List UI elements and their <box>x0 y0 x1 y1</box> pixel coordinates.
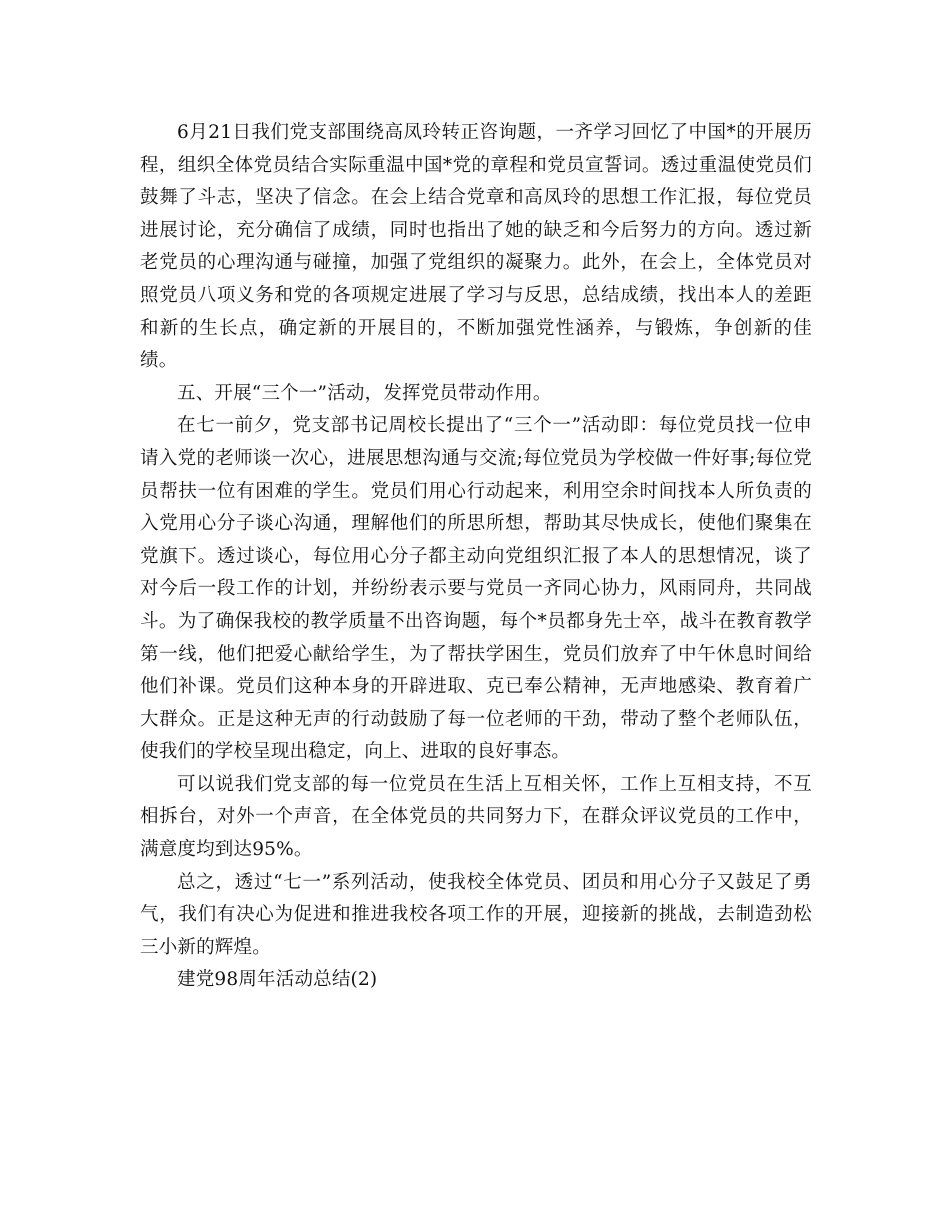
paragraph-meeting-review: 6月21日我们党支部围绕高凤玲转正咨询题，一齐学习回忆了中国*的开展历程，组织全体党员结合实际重温中国*党的章程和党员宣誓词。透过重温使党员们鼓舞了斗志，坚决了信念。在会上结合党章和高凤玲的思想工作汇报，每位党员进展讨论，充分确信了成绩，同时也指出了她的缺乏和今后努力的方向。透过新老党员的心理沟通与碰撞，加强了党组织的凝聚力。此外，在会上，全体党员对照党员八项义务和党的各项规定进展了学习与反思，总结成绩，找出本人的差距和新的生长点，确定新的开展目的，不断加强党性涵养，与锻炼，争创新的佳绩。 <box>140 122 812 372</box>
paragraph-satisfaction: 可以说我们党支部的每一位党员在生活上互相关怀，工作上互相支持，不互相拆台，对外一个声音，在全体党员的共同努力下，在群众评议党员的工作中，满意度均到达95%。 <box>140 773 812 861</box>
paragraph-conclusion: 总之，透过“七一”系列活动，使我校全体党员、团员和用心分子又鼓足了勇气，我们有决心为促进和推进我校各项工作的开展，迎接新的挑战，去制造劲松三小新的辉煌。 <box>140 871 812 958</box>
paragraph-three-ones-activity: 在七一前夕，党支部书记周校长提出了“三个一”活动即：每位党员找一位申请入党的老师谈一次心，进展思想沟通与交流;每位党员为学校做一件好事;每位党员帮扶一位有困难的学生。党员们用心行动起来，利用空余时间找本人所负责的入党用心分子谈心沟通，理解他们的所思所想，帮助其尽快成长，使他们聚集在党旗下。透过谈心，每位用心分子都主动向党组织汇报了本人的思想情况，谈了对今后一段工作的计划，并纷纷表示要与党员一齐同心协力，风雨同舟，共同战斗。为了确保我校的教学质量不出咨询题，每个*员都身先士卒，战斗在教育教学第一线，他们把爱心献给学生，为了帮扶学困生，党员们放弃了中午休息时间给他们补课。党员们这种本身的开辟进取、克已奉公精神，无声地感染、教育着广大群众。正是这种无声的行动鼓励了每一位老师的干劲，带动了整个老师队伍，使我们的学校呈现出稳定，向上、进取的良好事态。 <box>140 415 812 763</box>
document-body <box>140 117 812 997</box>
section-heading-three-ones: 五、开展“三个一”活动，发挥党员带动作用。 <box>177 382 552 404</box>
next-section-title: 建党98周年活动总结(2) <box>177 969 378 991</box>
